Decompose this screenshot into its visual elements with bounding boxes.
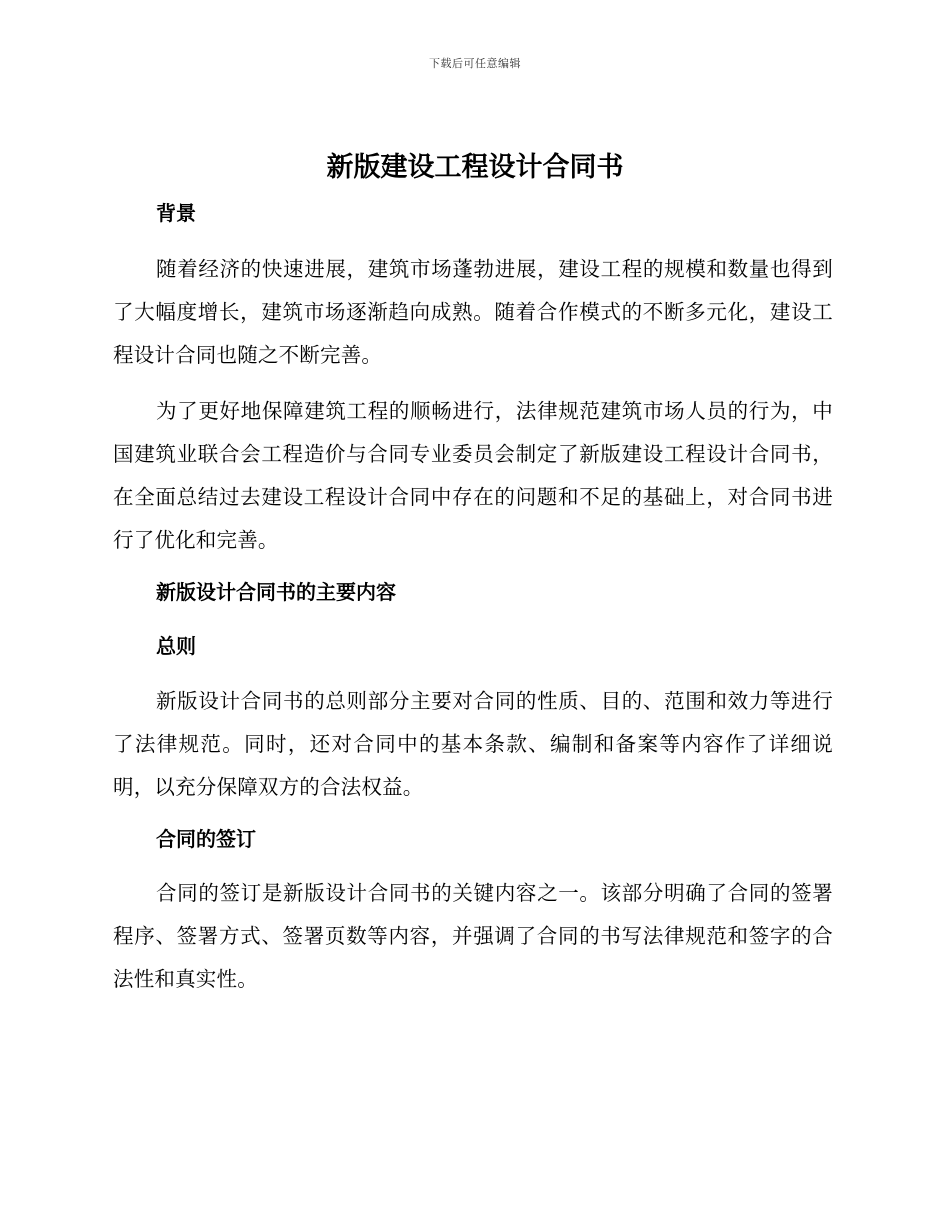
section-heading-main-content: 新版设计合同书的主要内容 (156, 580, 396, 604)
paragraph-signing: 合同的签订是新版设计合同书的关键内容之一。该部分明确了合同的签署程序、签署方式、签署页数等内容，并强调了合同的书写法律规范和签字的合法性和真实性。 (113, 881, 833, 991)
document-body (113, 195, 833, 1001)
section-heading-background: 背景 (156, 201, 196, 225)
document-title: 新版建设工程设计合同书 (326, 152, 624, 183)
section-heading-signing: 合同的签订 (156, 827, 256, 851)
paragraph-background-1: 随着经济的快速进展，建筑市场蓬勃进展，建设工程的规模和数量也得到了大幅度增长，建筑市场逐渐趋向成熟。随着合作模式的不断多元化，建设工程设计合同也随之不断完善。 (113, 257, 833, 367)
paragraph-general: 新版设计合同书的总则部分主要对合同的性质、目的、范围和效力等进行了法律规范。同时，还对合同中的基本条款、编制和备案等内容作了详细说明，以充分保障双方的合法权益。 (113, 689, 833, 799)
section-heading-general: 总则 (156, 634, 196, 658)
paragraph-background-2: 为了更好地保障建筑工程的顺畅进行，法律规范建筑市场人员的行为，中国建筑业联合会工程造价与合同专业委员会制定了新版建设工程设计合同书，在全面总结过去建设工程设计合同中存在的问题和不足的基础上，对合同书进行了优化和完善。 (113, 399, 833, 552)
header-note: 下载后可任意编辑 (429, 57, 521, 70)
